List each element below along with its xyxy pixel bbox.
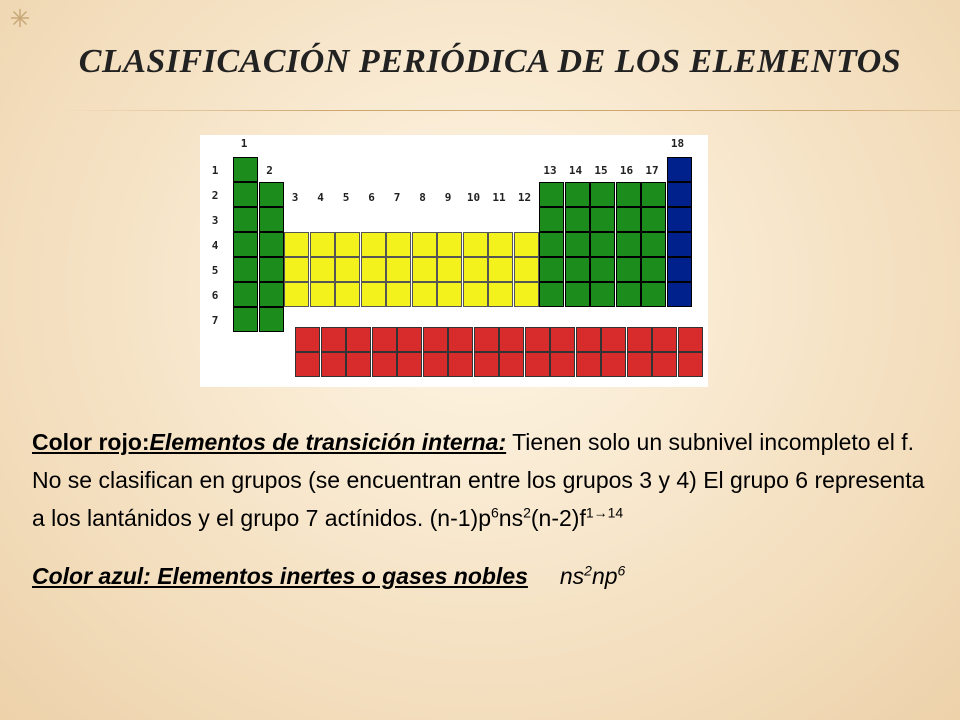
f-block-cell (346, 352, 371, 377)
element-cell (590, 182, 615, 207)
body-text (32, 423, 932, 595)
group-label: 3 (291, 191, 299, 204)
element-cell (310, 257, 335, 282)
group-label: 12 (517, 191, 532, 204)
f-block-cell (525, 352, 550, 377)
element-cell (539, 257, 564, 282)
element-cell (565, 257, 590, 282)
f-block-cell (448, 327, 473, 352)
f-block-cell (372, 352, 397, 377)
element-cell (488, 282, 513, 307)
element-cell (539, 182, 564, 207)
f-block-cell (576, 352, 601, 377)
group-label: 16 (619, 164, 634, 177)
f-block-cell (499, 352, 524, 377)
f-block-cell (423, 352, 448, 377)
element-cell (437, 257, 462, 282)
element-cell (437, 282, 462, 307)
f-block-cell (601, 327, 626, 352)
slide-title: CLASIFICACIÓN PERIÓDICA DE LOS ELEMENTOS (78, 43, 902, 80)
f-block-cell (499, 327, 524, 352)
element-cell (641, 207, 666, 232)
f-block-cell (423, 327, 448, 352)
element-cell (437, 232, 462, 257)
element-cell (565, 282, 590, 307)
element-cell (616, 182, 641, 207)
f-block-cell (652, 327, 677, 352)
element-cell (412, 282, 437, 307)
element-cell (310, 232, 335, 257)
f-block-cell (321, 352, 346, 377)
element-cell (463, 257, 488, 282)
element-cell (335, 232, 360, 257)
period-label: 4 (211, 239, 219, 252)
element-cell (539, 207, 564, 232)
element-cell (590, 282, 615, 307)
element-cell (361, 282, 386, 307)
element-cell (412, 232, 437, 257)
element-cell (335, 257, 360, 282)
element-cell (514, 282, 539, 307)
group-label: 1 (240, 137, 248, 150)
element-cell (641, 257, 666, 282)
periodic-table (200, 135, 708, 387)
element-cell (386, 257, 411, 282)
group-label: 17 (645, 164, 659, 177)
element-cell (616, 207, 641, 232)
element-cell (259, 307, 284, 332)
red-label: Color rojo: (32, 429, 150, 455)
element-cell (488, 257, 513, 282)
f-block-cell (576, 327, 601, 352)
f-block-cell (627, 327, 652, 352)
f-block-cell (346, 327, 371, 352)
group-label: 14 (568, 164, 583, 177)
element-cell (667, 232, 692, 257)
red-heading: Elementos de transición interna: (149, 429, 507, 455)
element-cell (539, 282, 564, 307)
element-cell (361, 257, 386, 282)
element-cell (233, 207, 258, 232)
element-cell (233, 282, 258, 307)
blue-heading: Color azul: Elementos inertes o gases nobles (32, 563, 528, 589)
element-cell (565, 182, 590, 207)
period-label: 1 (211, 164, 219, 177)
f-block-cell (601, 352, 626, 377)
star-bullet-icon (10, 8, 30, 28)
period-label: 5 (211, 264, 219, 277)
element-cell (233, 232, 258, 257)
element-cell (386, 232, 411, 257)
f-block-cell (627, 352, 652, 377)
element-cell (590, 232, 615, 257)
element-cell (233, 182, 258, 207)
element-cell (335, 282, 360, 307)
f-block-cell (295, 327, 320, 352)
element-cell (641, 232, 666, 257)
element-cell (259, 207, 284, 232)
element-cell (233, 307, 258, 332)
group-label: 10 (466, 191, 481, 204)
f-block-cell (397, 352, 422, 377)
element-cell (259, 232, 284, 257)
element-cell (259, 282, 284, 307)
group-label: 4 (317, 191, 324, 204)
element-cell (616, 282, 641, 307)
group-label: 6 (368, 191, 375, 204)
group-label: 8 (419, 191, 426, 204)
group-label: 7 (393, 191, 401, 204)
f-block-cell (295, 352, 320, 377)
blue-formula: $ns^2np^6$ (559, 562, 626, 589)
f-block-cell (550, 327, 575, 352)
f-block-cell (321, 327, 346, 352)
element-cell (310, 282, 335, 307)
element-cell (463, 232, 488, 257)
element-cell (412, 257, 437, 282)
element-cell (463, 282, 488, 307)
element-cell (259, 182, 284, 207)
f-block-cell (474, 352, 499, 377)
element-cell (284, 282, 309, 307)
element-cell (641, 182, 666, 207)
f-block-cell (474, 327, 499, 352)
element-cell (667, 257, 692, 282)
group-label: 18 (670, 137, 685, 150)
f-block-cell (550, 352, 575, 377)
period-label: 7 (211, 314, 219, 327)
red-formula: $(n-1)p^6ns^2(n-2)f^{1\to 14}$ (429, 504, 624, 531)
group-label: 13 (543, 164, 557, 177)
red-paragraph (32, 423, 932, 537)
element-cell (259, 257, 284, 282)
element-cell (667, 282, 692, 307)
period-label: 6 (211, 289, 219, 302)
f-block-cell (678, 352, 703, 377)
element-cell (514, 232, 539, 257)
f-block-cell (397, 327, 422, 352)
f-block-cell (652, 352, 677, 377)
element-cell (616, 257, 641, 282)
element-cell (284, 232, 309, 257)
period-label: 3 (211, 214, 219, 227)
f-block-cell (448, 352, 473, 377)
element-cell (667, 157, 692, 182)
element-cell (565, 232, 590, 257)
element-cell (233, 257, 258, 282)
blue-paragraph (32, 557, 932, 595)
element-cell (590, 257, 615, 282)
element-cell (565, 207, 590, 232)
element-cell (488, 232, 513, 257)
element-cell (667, 182, 692, 207)
group-label: 2 (266, 164, 273, 177)
f-block-cell (372, 327, 397, 352)
group-label: 15 (594, 164, 608, 177)
element-cell (361, 232, 386, 257)
element-cell (233, 157, 258, 182)
f-block-cell (678, 327, 703, 352)
group-label: 11 (492, 191, 506, 204)
element-cell (590, 207, 615, 232)
element-cell (539, 232, 564, 257)
element-cell (386, 282, 411, 307)
group-label: 5 (342, 191, 350, 204)
element-cell (641, 282, 666, 307)
element-cell (667, 207, 692, 232)
element-cell (284, 257, 309, 282)
element-cell (514, 257, 539, 282)
period-label: 2 (211, 189, 219, 202)
title-divider (60, 110, 960, 111)
red-body: Tienen solo un subnivel incompleto el f. No se clasifican en grupos (se encuentran entre los grupos 3 y 4) El grupo 6 representa a los lantánidos y el grupo 7 actínidos. (32, 429, 925, 531)
group-label: 9 (444, 191, 452, 204)
element-cell (616, 232, 641, 257)
f-block-cell (525, 327, 550, 352)
